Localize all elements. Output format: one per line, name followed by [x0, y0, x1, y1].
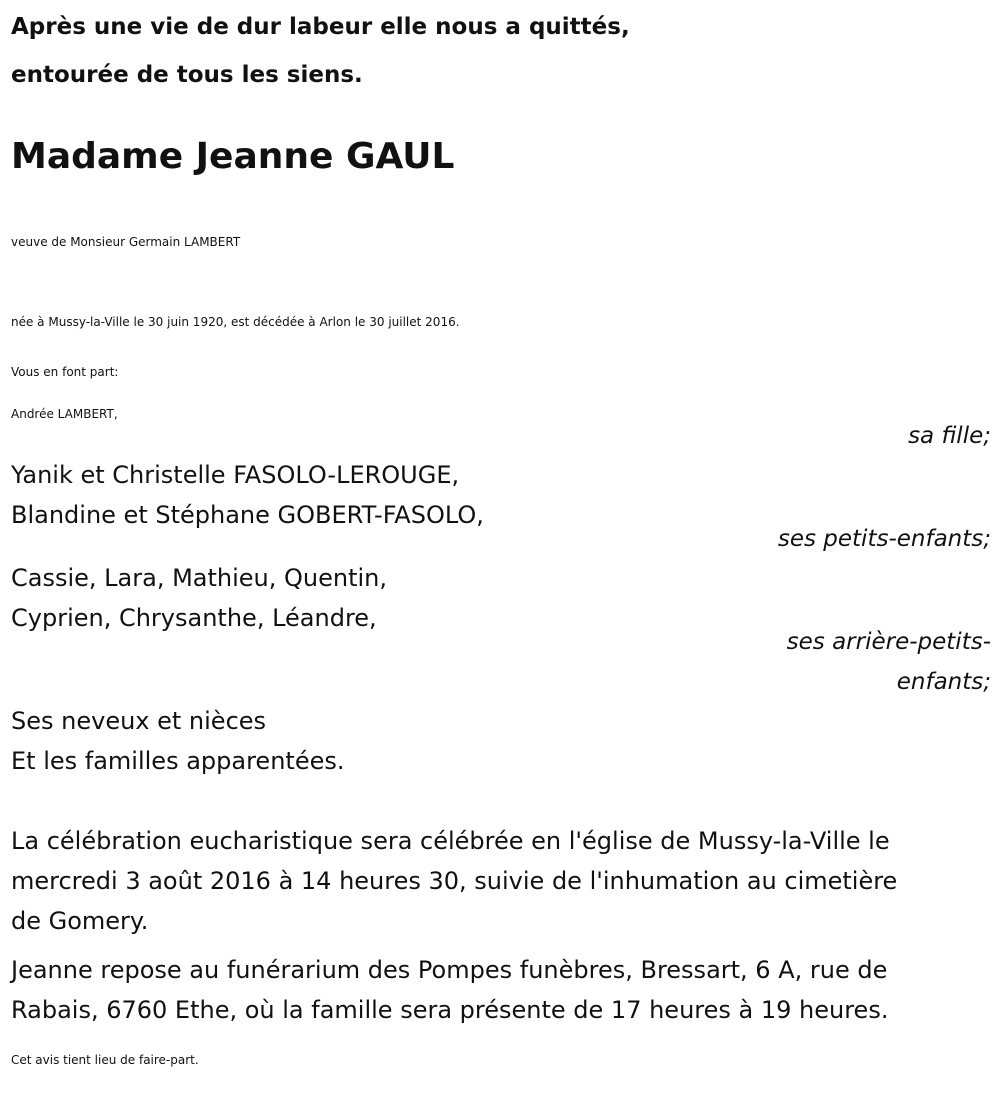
ceremony-line-2: mercredi 3 août 2016 à 14 heures 30, suivie de l'inhumation au cimetière: [11, 867, 898, 895]
repose-line-1: Jeanne repose au funérarium des Pompes funèbres, Bressart, 6 A, rue de: [11, 956, 888, 984]
ceremony-paragraph: [11, 821, 991, 941]
great-grandchildren-relation: [11, 622, 991, 702]
great-grandchildren-relation-line-1: ses arrière-petits-: [786, 629, 991, 655]
ceremony-line-3: de Gomery.: [11, 907, 149, 935]
great-grandchildren-line-2: Cyprien, Chrysanthe, Léandre,: [11, 604, 377, 632]
intro-line-1: Après une vie de dur labeur elle nous a quittés,: [11, 14, 630, 40]
deceased-name: Madame Jeanne GAUL: [11, 136, 455, 177]
widow-of: veuve de Monsieur Germain LAMBERT: [11, 235, 241, 249]
nephews-line: Ses neveux et nièces: [11, 707, 267, 735]
grandchildren-line-1: Yanik et Christelle FASOLO-LEROUGE,: [11, 461, 460, 489]
announcers-intro: Vous en font part:: [11, 365, 119, 379]
great-grandchildren-relation-line-2: enfants;: [896, 669, 991, 695]
intro-text: [11, 3, 991, 99]
daughter-relation: sa fille;: [908, 423, 991, 449]
closing-text: Cet avis tient lieu de faire-part.: [11, 1053, 199, 1067]
intro-line-2: entourée de tous les siens.: [11, 62, 363, 88]
grandchildren-relation: ses petits-enfants;: [777, 526, 991, 552]
repose-line-2: Rabais, 6760 Ethe, où la famille sera présente de 17 heures à 19 heures.: [11, 996, 889, 1024]
ceremony-line-1: La célébration eucharistique sera célébrée en l'église de Mussy-la-Ville le: [11, 827, 890, 855]
daughter-name: Andrée LAMBERT,: [11, 407, 118, 421]
great-grandchildren-line-1: Cassie, Lara, Mathieu, Quentin,: [11, 564, 388, 592]
repose-paragraph: [11, 950, 991, 1030]
grandchildren-line-2: Blandine et Stéphane GOBERT-FASOLO,: [11, 501, 484, 529]
extended-family: [11, 701, 991, 781]
families-line: Et les familles apparentées.: [11, 747, 345, 775]
birth-death-text: née à Mussy-la-Ville le 30 juin 1920, est décédée à Arlon le 30 juillet 2016.: [11, 315, 460, 329]
